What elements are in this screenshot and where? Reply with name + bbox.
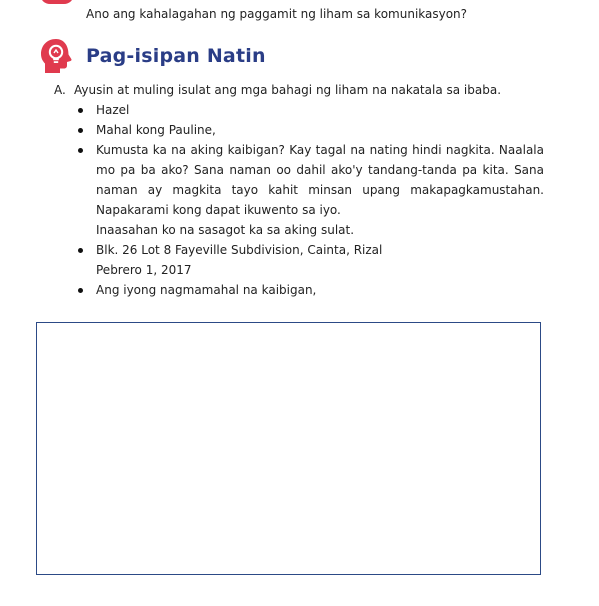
bullet-icon <box>78 148 83 153</box>
list-item <box>78 100 544 120</box>
bullet-icon <box>78 108 83 113</box>
list-item-text: Inaasahan ko na sasagot ka sa aking sulat. <box>96 223 355 237</box>
section-header <box>36 36 266 76</box>
list-item-text: Pebrero 1, 2017 <box>96 263 192 277</box>
answer-box[interactable] <box>36 322 541 575</box>
activity-instruction <box>54 82 501 98</box>
section-title: Pag-isipan Natin <box>86 45 266 67</box>
top-decoration <box>40 0 74 4</box>
list-item <box>78 260 544 280</box>
letter-parts-list <box>78 100 544 300</box>
list-item <box>78 120 544 140</box>
activity-letter: A. <box>54 83 66 97</box>
guide-question: Ano ang kahalagahan ng paggamit ng liham sa komunikasyon? <box>86 7 468 21</box>
bullet-icon <box>78 248 83 253</box>
head-lightbulb-icon <box>36 36 76 76</box>
list-item <box>78 280 544 300</box>
instruction-text: Ayusin at muling isulat ang mga bahagi ng liham na nakatala sa ibaba. <box>74 83 502 97</box>
list-item-text: Blk. 26 Lot 8 Fayeville Subdivision, Cainta, Rizal <box>96 243 383 257</box>
list-item <box>78 240 544 260</box>
bullet-icon <box>78 128 83 133</box>
list-item <box>78 220 544 240</box>
list-item-text: Hazel <box>96 103 130 117</box>
list-item-text: Kumusta ka na aking kaibigan? Kay tagal na nating hindi nagkita. Naalala mo pa ba ako? Sana naman oo dahil ako'y tandang-tanda pa kita. Sana naman ay magkita tayo kahit minsan upang makapagkamustahan. Napakarami kong dapat ikuwento sa iyo. <box>96 143 544 217</box>
list-item <box>78 140 544 220</box>
list-item-text: Ang iyong nagmamahal na kaibigan, <box>96 283 317 297</box>
bullet-icon <box>78 288 83 293</box>
list-item-text: Mahal kong Pauline, <box>96 123 216 137</box>
